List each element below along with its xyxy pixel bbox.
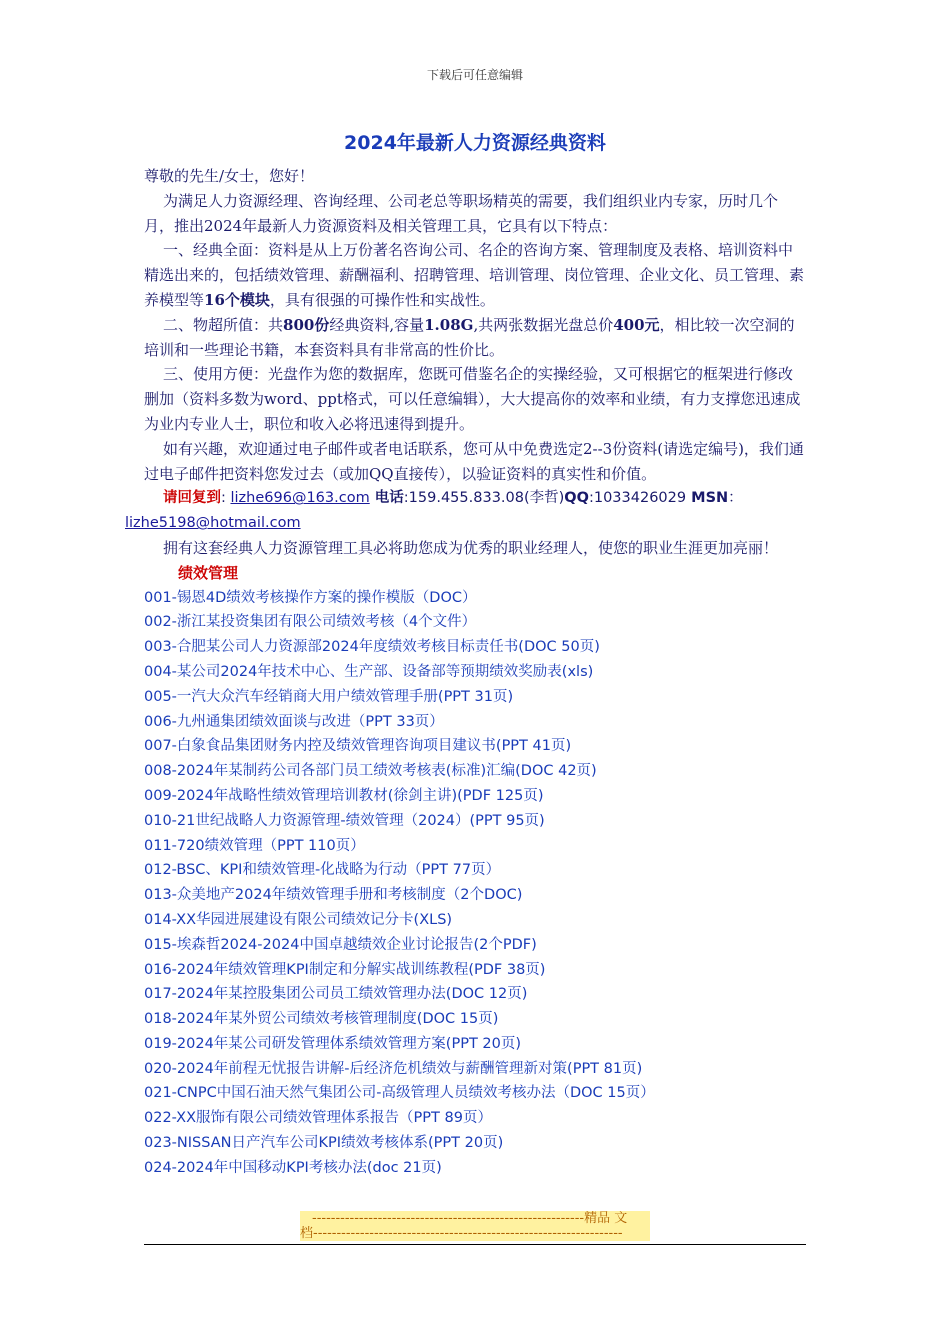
list-item: 002-浙江某投资集团有限公司绩效考核（4个文件） — [144, 614, 477, 631]
point2-text: 二、物超所值：共 — [163, 315, 284, 334]
list-item: 007-白象食品集团财务内控及绩效管理咨询项目建议书(PPT 41页) — [144, 738, 572, 755]
list-item: 008-2024年某制药公司各部门员工绩效考核表(标准)汇编(DOC 42页) — [144, 763, 597, 780]
footer-banner — [300, 1211, 650, 1241]
qq-label: QQ — [564, 490, 589, 507]
point2-text-2: 经典资料,容量 — [329, 315, 425, 334]
list-item: 021-CNPC中国石油天然气集团公司-高级管理人员绩效考核办法（DOC 15页） — [144, 1085, 655, 1102]
footer-line-2: 档------------------------------------------------------------------ — [300, 1226, 623, 1241]
list-item: 005-一汽大众汽车经销商大用户绩效管理手册(PPT 31页) — [144, 688, 514, 705]
reply-colon: : — [221, 490, 231, 507]
qq-number: :1033426029 — [588, 490, 687, 507]
list-item: 020-2024年前程无忧报告讲解-后经济危机绩效与薪酬管理新对策(PPT 81页) — [144, 1060, 643, 1077]
list-item: 001-锡恩4D绩效考核操作方案的操作模版（DOC） — [144, 589, 477, 606]
list-item: 006-九州通集团绩效面谈与改进（PPT 33页） — [144, 713, 444, 730]
section-title: 绩效管理 — [178, 563, 239, 582]
point2-text-3: ,共两张数据光盘总价 — [473, 315, 614, 334]
closing-paragraph: 拥有这套经典人力资源管理工具必将助您成为优秀的职业经理人，使您的职业生涯更加亮丽！ — [163, 538, 779, 557]
list-item: 004-某公司2024年技术中心、生产部、设备部等预期绩效奖励表(xls) — [144, 663, 594, 680]
feature-point-1 — [144, 238, 806, 312]
list-item: 024-2024年中国移动KPI考核办法(doc 21页) — [144, 1159, 442, 1176]
point1-text-end: ，具有很强的可操作性和实战性。 — [269, 290, 495, 309]
contact-line — [125, 486, 806, 536]
intro-paragraph: 为满足人力资源经理、咨询经理、公司老总等职场精英的需要，我们组织业内专家，历时几个月，推出2024年最新人力资源资料及相关管理工具，它具有以下特点： — [144, 191, 779, 235]
email-link[interactable]: lizhe696@163.com — [230, 490, 370, 507]
list-item: 019-2024年某公司研发管理体系绩效管理方案(PPT 20页) — [144, 1035, 522, 1052]
feature-point-2 — [144, 313, 806, 363]
msn-colon: ： — [728, 490, 743, 507]
list-item: 012-BSC、KPI和绩效管理-化战略为行动（PPT 77页） — [144, 862, 501, 879]
list-item: 011-720绩效管理（PPT 110页） — [144, 837, 365, 854]
list-item: 010-21世纪战略人力资源管理-绩效管理（2024）(PPT 95页) — [144, 812, 545, 829]
interest-paragraph: 如有兴趣，欢迎通过电子邮件或者电话联系，您可从中免费选定2--3份资料(请选定编号)，我们通过电子邮件把资料您发过去（或加QQ直接传），以验证资料的真实性和价值。 — [144, 439, 804, 483]
point2-price: 400元 — [613, 315, 660, 334]
feature-point-3: 三、使用方便：光盘作为您的数据库，您既可借鉴名企的实操经验，又可根据它的框架进行修改删加（资料多数为word、ppt格式，可以任意编辑），大大提高你的效率和业绩，有力支撑您迅速成为业内专业人士，职位和收入必将迅速得到提升。 — [144, 365, 801, 433]
msn-label: MSN — [686, 490, 729, 507]
list-item: 016-2024年绩效管理KPI制定和分解实战训练教程(PDF 38页) — [144, 961, 546, 978]
point2-size: 1.08G — [424, 315, 474, 334]
phone-number: :159.455.833.08(李哲) — [403, 490, 565, 507]
footer-line-1: ----------------------------------------------------------精品 文 — [312, 1211, 628, 1226]
document-body — [125, 164, 806, 1181]
phone-label: 电话 — [369, 490, 404, 507]
point1-highlight: 16个模块 — [204, 290, 270, 309]
page-header: 下载后可任意编辑 — [426, 68, 523, 82]
point2-text-end: ，相比较一次空洞的培训和一些理论书籍，本套资料具有非常高的性价比。 — [144, 315, 795, 359]
greeting: 尊敬的先生/女士，您好！ — [144, 167, 315, 185]
list-item: 018-2024年某外贸公司绩效考核管理制度(DOC 15页) — [144, 1011, 499, 1028]
list-item: 014-XX华园进展建设有限公司绩效记分卡(XLS) — [144, 911, 453, 928]
list-item: 023-NISSAN日产汽车公司KPI绩效考核体系(PPT 20页) — [144, 1135, 504, 1152]
document-list — [144, 586, 806, 1181]
point2-count: 800份 — [283, 315, 330, 334]
footer-rule — [144, 1244, 806, 1245]
list-item: 015-埃森哲2024-2024中国卓越绩效企业讨论报告(2个PDF) — [144, 936, 537, 953]
msn-email-link[interactable]: lizhe5198@hotmail.com — [125, 515, 301, 532]
reply-label: 请回复到 — [163, 490, 221, 507]
list-item: 003-合肥某公司人力资源部2024年度绩效考核目标责任书(DOC 50页) — [144, 639, 600, 656]
list-item: 017-2024年某控股集团公司员工绩效管理办法(DOC 12页) — [144, 986, 528, 1003]
list-item: 022-XX服饰有限公司绩效管理体系报告（PPT 89页） — [144, 1110, 492, 1127]
point1-text: 一、经典全面：资料是从上万份著名咨询公司、名企的咨询方案、管理制度及表格、培训资料中精选出来的，包括绩效管理、薪酬福利、招聘管理、培训管理、岗位管理、企业文化、员工管理、素养模型等 — [144, 241, 805, 309]
list-item: 009-2024年战略性绩效管理培训教材(徐剑主讲)(PDF 125页) — [144, 787, 544, 804]
list-item: 013-众美地产2024年绩效管理手册和考核制度（2个DOC) — [144, 887, 523, 904]
document-title: 2024年最新人力资源经典资料 — [344, 132, 606, 154]
